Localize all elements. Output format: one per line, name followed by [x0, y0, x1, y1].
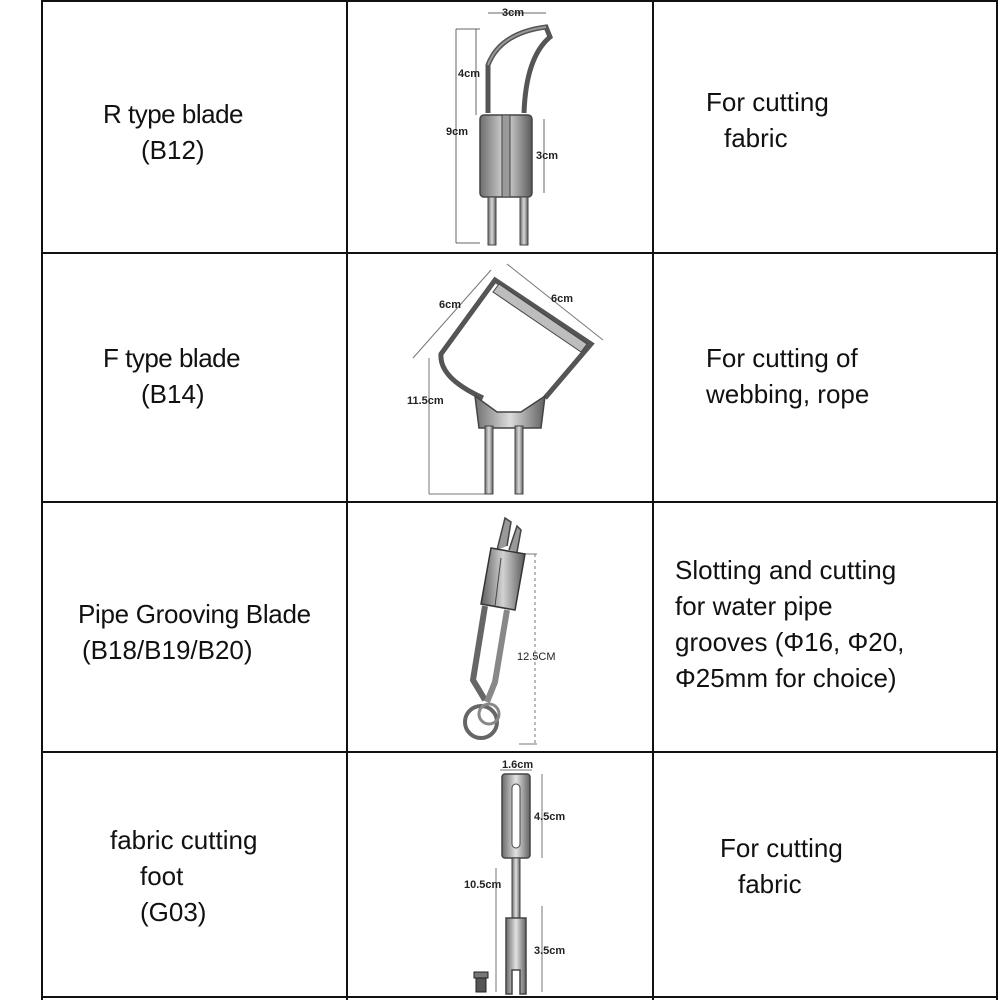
- table-border-bottom: [41, 996, 998, 998]
- row1-use-line1: For cutting: [706, 87, 829, 117]
- row3-use-line3: grooves (Φ16, Φ20,: [675, 627, 905, 657]
- foot-dim-fork: 3.5cm: [534, 945, 566, 957]
- row-divider-2: [41, 501, 998, 503]
- table-border-left: [41, 0, 43, 1000]
- table-divider-1: [346, 0, 348, 1000]
- r-blade-dim-upper: 4cm: [458, 68, 481, 80]
- row2-name-line2: (B14): [141, 379, 205, 409]
- table-border-top: [41, 0, 998, 2]
- foot-dim-slot: 4.5cm: [534, 811, 566, 823]
- row3-name-line1: Pipe Grooving Blade: [78, 599, 311, 629]
- row4-name-line2: foot: [140, 861, 184, 891]
- row4-name-line1: fabric cutting: [110, 825, 258, 855]
- r-blade-dim-total: 9cm: [446, 126, 469, 138]
- row4-use: [720, 830, 843, 902]
- fabric-cutting-foot-image: [462, 756, 582, 996]
- row-divider-1: [41, 252, 998, 254]
- foot-dim-width: 1.6cm: [502, 759, 534, 771]
- row3-name: [78, 596, 311, 668]
- row1-name-line1: R type blade: [103, 99, 243, 129]
- row-divider-3: [41, 751, 998, 753]
- row4-name: [110, 822, 257, 930]
- row2-use-line1: For cutting of: [706, 343, 858, 373]
- row1-name: [103, 96, 243, 168]
- row3-use: [675, 552, 904, 696]
- row4-name-line3: (G03): [140, 897, 207, 927]
- row2-use-line2: webbing, rope: [706, 379, 870, 409]
- row2-use: [706, 340, 869, 412]
- row1-name-line2: (B12): [141, 135, 205, 165]
- f-blade-dim-right: 6cm: [551, 293, 574, 305]
- r-blade-dim-top: 3cm: [502, 7, 525, 19]
- foot-dim-total: 10.5cm: [464, 879, 502, 891]
- row3-use-line4: Φ25mm for choice): [675, 663, 897, 693]
- row4-use-line1: For cutting: [720, 833, 843, 863]
- pipe-blade-dim-total: 12.5CM: [517, 651, 556, 663]
- row2-name-line1: F type blade: [103, 343, 241, 373]
- row3-use-line1: Slotting and cutting: [675, 555, 897, 585]
- row4-use-line2: fabric: [738, 869, 802, 899]
- f-type-blade-image: [405, 258, 615, 498]
- table-border-right: [996, 0, 998, 1000]
- row2-name: [103, 340, 240, 412]
- r-blade-dim-clamp: 3cm: [536, 150, 559, 162]
- row1-use: [706, 84, 829, 156]
- pipe-grooving-blade-image: [455, 510, 575, 748]
- row3-use-line2: for water pipe: [675, 591, 833, 621]
- f-blade-dim-left: 6cm: [439, 299, 462, 311]
- r-type-blade-image: [440, 3, 580, 249]
- row1-use-line2: fabric: [724, 123, 788, 153]
- table-divider-2: [652, 0, 654, 1000]
- row3-name-line2: (B18/B19/B20): [82, 635, 253, 665]
- f-blade-dim-total: 11.5cm: [407, 395, 444, 407]
